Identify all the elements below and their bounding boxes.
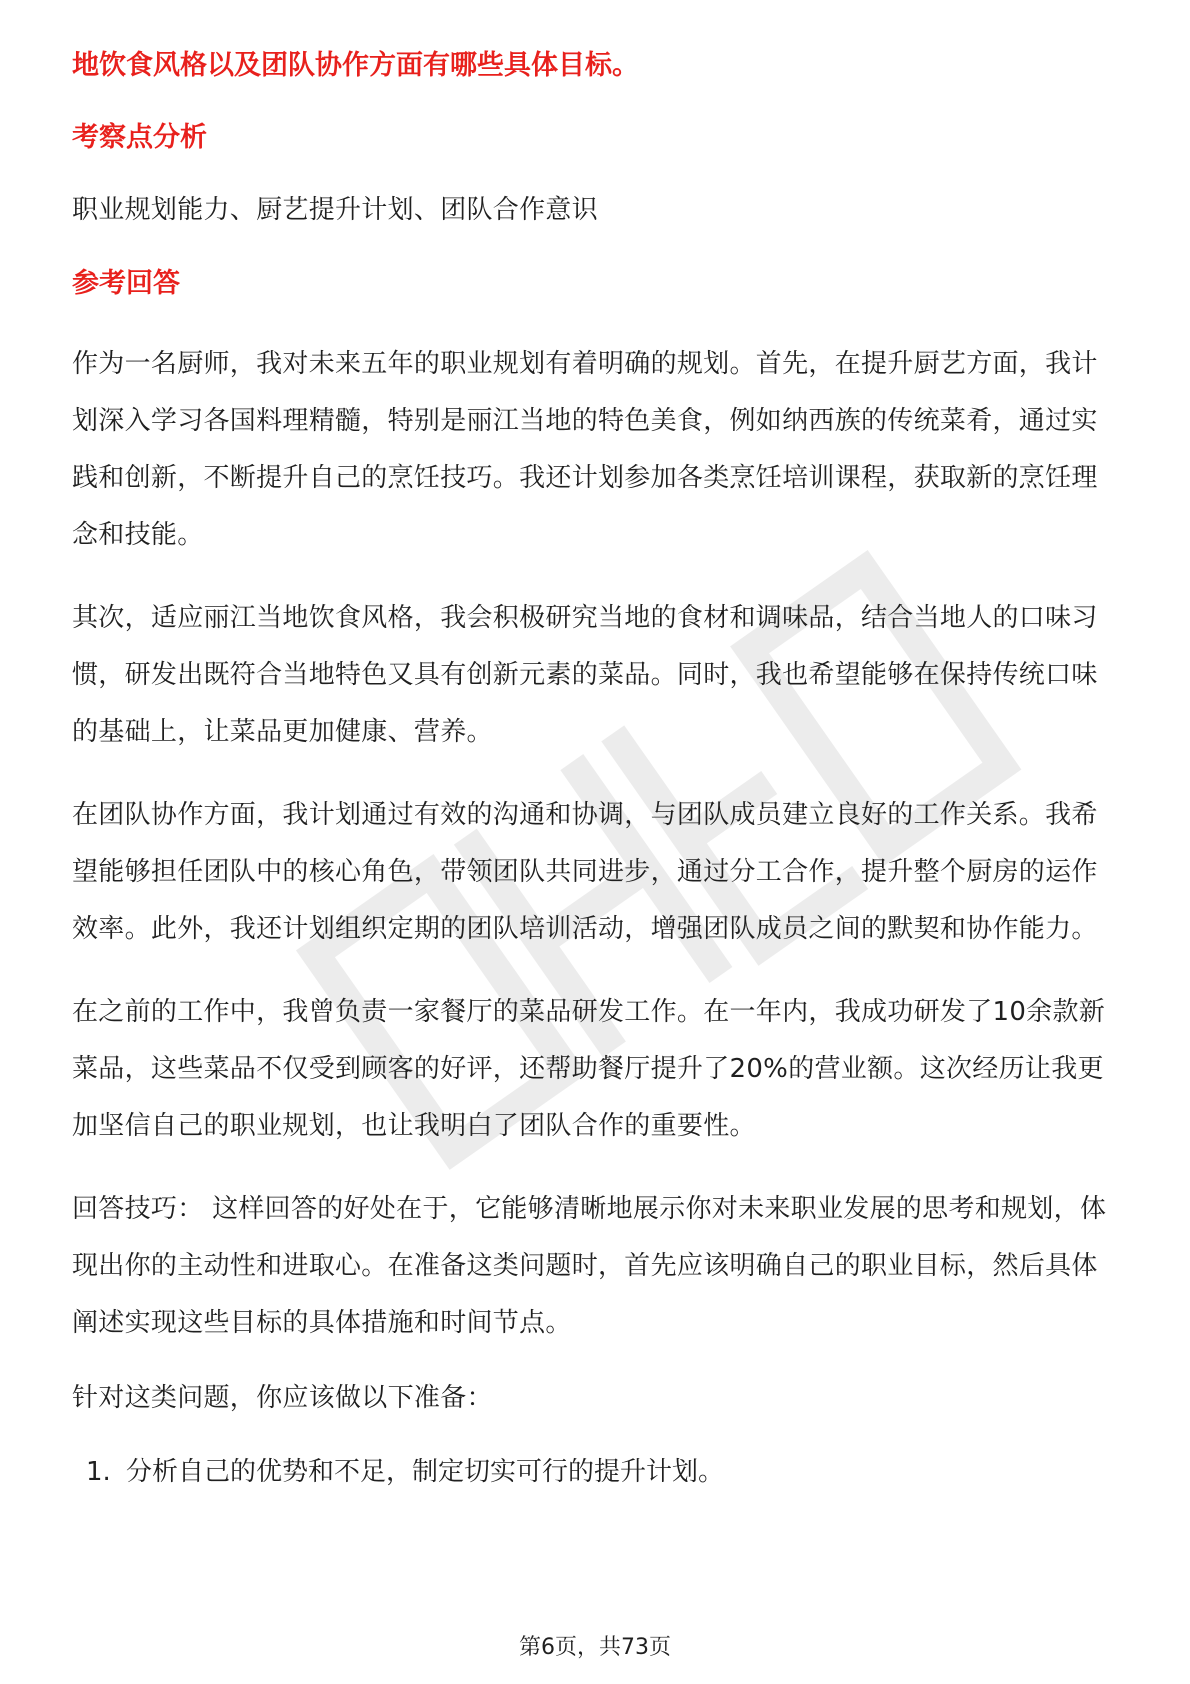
answer-paragraph-4: 在之前的工作中，我曾负责一家餐厅的菜品研发工作。在一年内，我成功研发了10余款新菜品，这些菜品不仅受到顾客的好评，还帮助餐厅提升了20%的营业额。这次经历让我更加坚信自己的职业规划，也让我明白了团队合作的重要性。 <box>72 997 1106 1141</box>
list-item-number: 1. <box>86 1457 111 1487</box>
answer-tips-paragraph: 回答技巧： 这样回答的好处在于，它能够清晰地展示你对未来职业发展的思考和规划，体现出你的主动性和进取心。在准备这类问题时，首先应该明确自己的职业目标，然后具体阐述实现这些目标的具体措施和时间节点。 <box>72 1194 1107 1338</box>
answer-paragraph-1: 作为一名厨师，我对未来五年的职业规划有着明确的规划。首先，在提升厨艺方面，我计划深入学习各国料理精髓，特别是丽江当地的特色美食，例如纳西族的传统菜肴，通过实践和创新，不断提升自己的烹饪技巧。我还计划参加各类烹饪培训课程，获取新的烹饪理念和技能。 <box>72 349 1098 550</box>
list-item <box>72 1452 1122 1492</box>
list-item-text: 分析自己的优势和不足，制定切实可行的提升计划。 <box>126 1457 725 1487</box>
question-title-tail: 地饮食风格以及团队协作方面有哪些具体目标。 <box>72 50 639 81</box>
prep-intro: 针对这类问题，你应该做以下准备： <box>72 1383 493 1413</box>
answer-paragraph-3: 在团队协作方面，我计划通过有效的沟通和协调，与团队成员建立良好的工作关系。我希望能够担任团队中的核心角色，带领团队共同进步，通过分工合作，提升整个厨房的运作效率。此外，我还计划组织定期的团队培训活动，增强团队成员之间的默契和协作能力。 <box>72 800 1098 944</box>
analysis-text: 职业规划能力、厨艺提升计划、团队合作意识 <box>72 195 599 225</box>
page-number-footer: 第6页，共73页 <box>519 1635 671 1660</box>
document-content <box>72 46 1122 1492</box>
prep-list <box>72 1452 1122 1492</box>
answer-paragraph-2: 其次，适应丽江当地饮食风格，我会积极研究当地的食材和调味品，结合当地人的口味习惯，研发出既符合当地特色又具有创新元素的菜品。同时，我也希望能够在保持传统口味的基础上，让菜品更加健康、营养。 <box>72 603 1098 747</box>
analysis-heading: 考察点分析 <box>72 122 207 153</box>
answer-heading: 参考回答 <box>72 268 180 299</box>
